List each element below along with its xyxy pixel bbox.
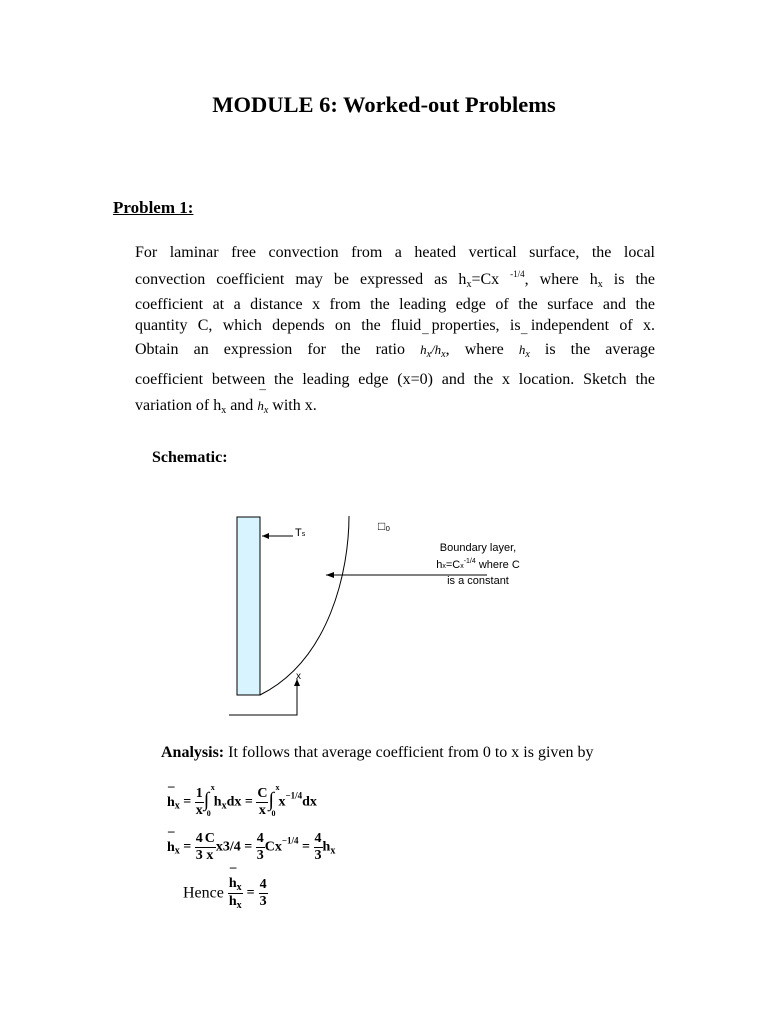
heated-plate — [237, 517, 260, 695]
equation-1: ¯ $h_x$ = $\frac{1}{x}$ ∫ x 0 $h_xdx$ = $\frac{C}{x}$ ∫ x 0 $x^{-1/4}dx$ — [167, 786, 317, 819]
x-axis-label: x — [296, 671, 301, 682]
analysis-text: Analysis: It follows that average coefficient from 0 to x is given by — [161, 744, 594, 761]
ts-arrowhead — [262, 533, 269, 539]
boundary-layer-label: Boundary layer, $hx=Cx^{-1/4}$ where C is a constant — [436, 542, 520, 587]
t-infinity-label: □₀ — [378, 519, 391, 533]
equation-2: ¯ $h_x$ = $\frac{4}{3}$ $\frac{C}{x}$ x3/4 = $\frac{4}{3}$ $Cx^{-1/4}$ = $\frac{4}{3}$ $h_x$ — [167, 831, 335, 864]
equation-3: Hence ¯ $\frac{h_x}{h_x}$ = $\frac{4}{3}$ — [183, 876, 268, 911]
schematic-heading: Schematic: — [152, 449, 228, 466]
statement-line-5: Obtain an expression for the ratio ¯ $h_x/h_x$, where ¯ $h_x$ is the average — [135, 340, 655, 366]
statement-line-4: quantity C, which depends on the fluid properties, is independent of x. — [135, 316, 655, 334]
problem-heading: Problem 1: — [113, 198, 194, 217]
boundary-layer-curve — [260, 516, 349, 695]
statement-line-2: convection coefficient may be expressed as $h_x=Cx$ $^{-1/4}$, where $h_x$ is the — [135, 268, 656, 290]
page-title: MODULE 6: Worked-out Problems — [212, 92, 556, 117]
boundary-layer-arrowhead — [326, 572, 334, 578]
statement-line-3: coefficient at a distance x from the leading edge of the surface and the — [135, 296, 655, 313]
ts-label: Ts — [295, 527, 306, 539]
statement-line-6: coefficient between the leading edge (x=0) and the x location. Sketch the — [135, 370, 655, 388]
statement-line-1: For laminar free convection from a heated vertical surface, the local — [135, 244, 655, 261]
statement-line-7: variation of $h_x$ and ¯ $h_x$ with x. — [135, 396, 655, 422]
